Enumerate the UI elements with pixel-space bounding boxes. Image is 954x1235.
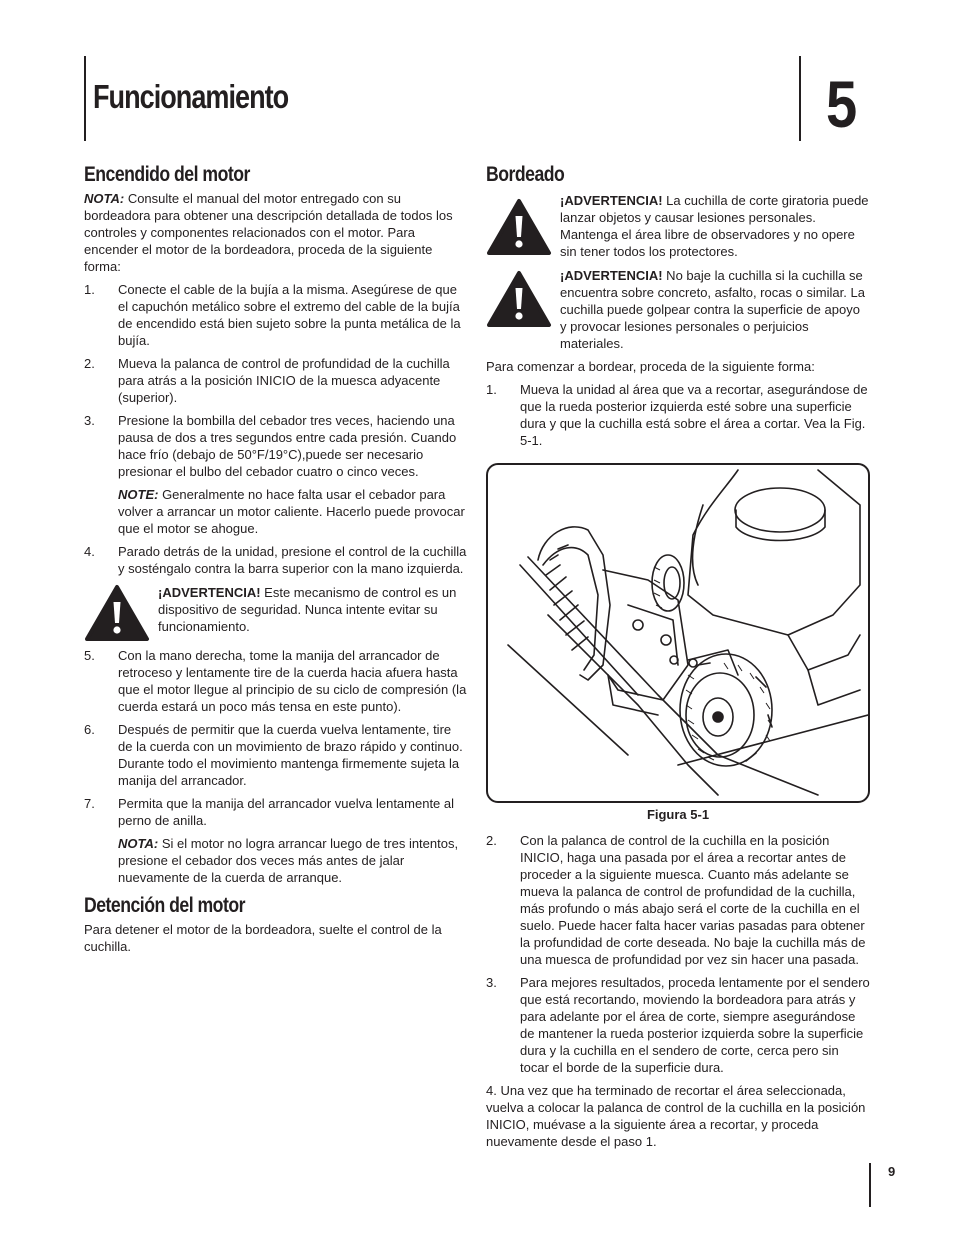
step-text: Presione la bombilla del cebador tres veces, haciendo una pausa de dos a tres segundos entre cada presión. Cuando hace frío (debajo de 50°F/19°C),puede ser necesario presionar el bulbo del cebador cuatro o cinco veces. bbox=[118, 413, 457, 479]
warning-text-block bbox=[158, 584, 468, 635]
step-number: 3. bbox=[84, 413, 95, 428]
figure-caption bbox=[486, 806, 870, 823]
start-step-7 bbox=[84, 795, 468, 829]
step-3-note bbox=[84, 486, 468, 537]
warning-text-block bbox=[560, 192, 870, 260]
step-7-note bbox=[84, 835, 468, 886]
footer-rule bbox=[869, 1163, 871, 1207]
chapter-rule bbox=[799, 56, 801, 141]
step-text: Para mejores resultados, proceda lentamente por el sendero que está recortando, moviendo la bordeadora para atrás y para adelante por el área de corte, siempre asegurándose de mantener la rueda posterior izquierda sobre la superficie dura y la cuchilla en el sendero de corte, cerca pero sin tocar el borde de la superficie dura. bbox=[520, 975, 870, 1075]
start-step-4 bbox=[84, 543, 468, 577]
section-heading-start: Encendido del motor bbox=[84, 163, 250, 186]
edging-step-3 bbox=[486, 974, 870, 1076]
chapter-number: 5 bbox=[826, 67, 858, 141]
step-number: 3. bbox=[486, 975, 497, 990]
start-step-2 bbox=[84, 355, 468, 406]
page-title: Funcionamiento bbox=[93, 78, 289, 115]
page-number: 9 bbox=[888, 1164, 896, 1179]
step-text: Después de permitir que la cuerda vuelva lentamente, tire de la cuerda con un movimiento de brazo rápido y continuo. Durante todo el movimiento mantenga firmemente sujeta la manija del arrancador. bbox=[118, 722, 463, 788]
warning-block-surface bbox=[486, 267, 870, 352]
figure-caption-text: Figura 5-1 bbox=[646, 807, 710, 822]
step-number: 4. bbox=[84, 544, 95, 559]
edging-step-2 bbox=[486, 832, 870, 968]
step-text: Conecte el cable de la bujía a la misma. Asegúrese de que el capuchón metálico sobre el extremo del cable de la bujía de encendido está bien sujeto sobre la punta metálica de la bujía. bbox=[118, 282, 461, 348]
warning-text: No baje la cuchilla si la cuchilla se encuentra sobre concreto, asfalto, rocas o similar. La cuchilla puede golpear contra la superficie de apoyo y provocar lesiones personales o perjuicios materiales. bbox=[560, 268, 865, 351]
note-text: Si el motor no logra arrancar luego de tres intentos, presione el cebador dos veces más antes de jalar nuevamente de la cuerda de arranque. bbox=[118, 836, 459, 885]
step-number: 6. bbox=[84, 722, 95, 737]
section-heading-stop: Detención del motor bbox=[84, 894, 245, 917]
step-number: 2. bbox=[84, 356, 95, 371]
step-number: 1. bbox=[84, 282, 95, 297]
step-number: 2. bbox=[486, 833, 497, 848]
right-column-continued bbox=[486, 832, 870, 1150]
start-step-5 bbox=[84, 647, 468, 715]
step-text: Permita que la manija del arrancador vuelva lentamente al perno de anilla. bbox=[118, 796, 455, 828]
note-label: NOTA: bbox=[84, 191, 125, 206]
warning-label: ¡ADVERTENCIA! bbox=[560, 268, 663, 283]
left-column bbox=[84, 163, 468, 955]
warning-triangle-icon bbox=[486, 270, 552, 328]
step-text: Parado detrás de la unidad, presione el control de la cuchilla y sosténgalo contra la barra superior con la mano izquierda. bbox=[118, 544, 467, 576]
edging-step-1 bbox=[486, 381, 870, 449]
edging-intro: Para comenzar a bordear, proceda de la siguiente forma: bbox=[486, 359, 815, 374]
right-column bbox=[486, 163, 870, 449]
step-number: 1. bbox=[486, 382, 497, 397]
warning-text-block bbox=[560, 267, 870, 352]
step-number: 5. bbox=[84, 648, 95, 663]
start-step-3 bbox=[84, 412, 468, 480]
step-number: 7. bbox=[84, 796, 95, 811]
step-text: Con la mano derecha, tome la manija del arrancador de retroceso y lentamente tire de la cuerda hacia afuera hasta que el motor llegue al principio de su ciclo de compresión (la cuerda estará un poco más tensa en este punto). bbox=[118, 648, 467, 714]
start-step-1 bbox=[84, 281, 468, 349]
edger-illustration bbox=[488, 465, 868, 801]
warning-text: La cuchilla de corte giratoria puede lanzar objetos y causar lesiones personales. Mantenga el área libre de observadores y no opere sin tener todos los protectores. bbox=[560, 193, 869, 259]
warning-label: ¡ADVERTENCIA! bbox=[560, 193, 663, 208]
figure-5-1 bbox=[486, 463, 870, 803]
title-left-rule bbox=[84, 56, 86, 141]
step-text: Mueva la unidad al área que va a recortar, asegurándose de que la rueda posterior izquierda esté sobre una superficie dura y que la cuchilla está sobre el área a cortar. Vea la Fig. 5-1. bbox=[520, 382, 868, 448]
note-label: NOTE: bbox=[118, 487, 159, 502]
warning-triangle-icon bbox=[486, 198, 552, 256]
edging-final-text: 4. Una vez que ha terminado de recortar el área seleccionada, vuelva a colocar la palanca de control de la cuchilla en la posición INICIO, muévase a la siguiente área a recortar, y proceda nuevamente desde el paso 1. bbox=[486, 1083, 866, 1149]
note-text: Consulte el manual del motor entregado con su bordeadora para obtener una descripción detallada de todos los controles y componentes relacionados con el motor. Para encender el motor de la bordeadora, proceda de la siguiente forma: bbox=[84, 191, 453, 274]
step-text: Con la palanca de control de la cuchilla en la posición INICIO, haga una pasada por el área a recortar antes de proceder a la siguiente muesca. Cuanto más adelante se mueva la palanca de control de profundidad de la cuchilla, más profundo o más abajo será el corte de la cuchilla en el suelo. Puede hacer falta hacer varias pasadas para obtener la profundidad de corte deseada. No baje la cuchilla más de una muesca de profundidad por vez sin hacer una pasada. bbox=[520, 833, 866, 967]
warning-triangle-icon bbox=[84, 584, 150, 642]
stop-text: Para detener el motor de la bordeadora, suelte el control de la cuchilla. bbox=[84, 922, 442, 954]
note-text: Generalmente no hace falta usar el cebador para volver a arrancar un motor caliente. Hacerlo puede provocar que el motor se ahogue. bbox=[118, 487, 465, 536]
start-step-6 bbox=[84, 721, 468, 789]
warning-label: ¡ADVERTENCIA! bbox=[158, 585, 261, 600]
warning-text: Este mecanismo de control es un dispositivo de seguridad. Nunca intente evitar su funcionamiento. bbox=[158, 585, 457, 634]
section-heading-edging: Bordeado bbox=[486, 163, 565, 186]
step-text: Mueva la palanca de control de profundidad de la cuchilla para atrás a la posición INICIO de la muesca adyacente (superior). bbox=[118, 356, 450, 405]
note-label: NOTA: bbox=[118, 836, 159, 851]
warning-block-blade bbox=[486, 192, 870, 260]
start-note bbox=[84, 190, 468, 275]
warning-block-control bbox=[84, 584, 468, 642]
